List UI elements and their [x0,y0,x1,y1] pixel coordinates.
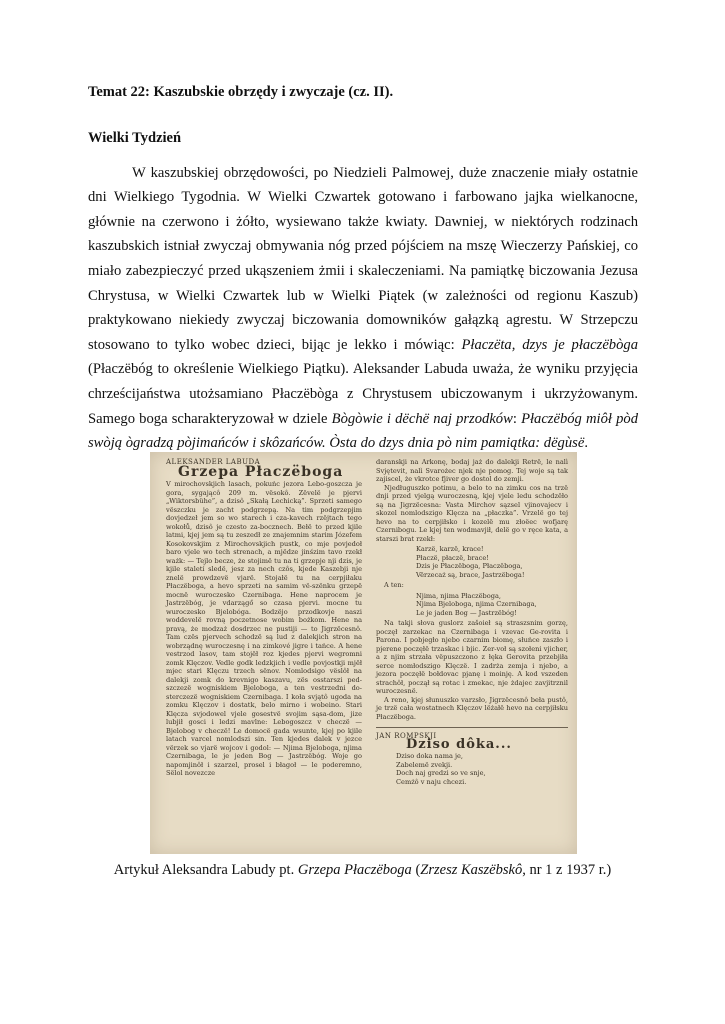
paragraph-text-2: (Płaczëbóg to określenie Wielkiego Piątku). Aleksander Labuda uważa, że wyniku przyjęcia chrześcijaństwa utożsamiano Płaczëbòga z Chrystusem ubiczowanym i ukrzyżowanym. Samego boga scharakteryzował w dziele [88,361,638,427]
paragraph-quote-1: Płaczëta, dzys je płaczëbòga [461,336,638,353]
figure-caption [0,862,725,879]
clipping-right-text-2: Njedługuszko potimu, a belo to na zimku cos na trzë dnji przed vjelgą wuroczesną, kjej vjele ledu schodzëło są na Jigrzëcesna: Vasta Mirchov sązsel vjinovajecv i skozel nomlodszigo Klęcza na „płaczka”. Vrzelë go tej hevo na to cerpjiłsko i kozelë mu złoëec wofjarę Czernibogu. Le kjej ten wodmavjił, delë go v ręce kata, a starszi brat rzekł: [376,483,568,543]
caption-suffix: , nr 1 z 1937 r.) [522,862,612,878]
clipping-right-column [376,458,568,788]
caption-article-title: Grzepa Płaczëboga [297,862,412,878]
clipping-title: Grzepa Płaczëboga [178,463,344,480]
caption-source: Zrzesz Kaszëbskô [420,862,523,878]
paragraph-text-4: . [584,435,588,452]
clipping-verse-2: Njima, njima Płaczëboga, Njima Bjeloboga, njima Czernibaga, Le je jaden Bog — Jastrzëbóg! [416,591,537,617]
section-title: Wielki Tydzień [88,130,182,146]
clipping-right-text-5: A reno, kjej słunuszko varzsło, Jigrzëcesnô beła pustô, je trzë cała wostatnech Klęczov lëżałë hevo na cerpjiłsku Płaczëboga. [376,695,568,721]
caption-prefix: Artykuł Aleksandra Labudy pt. [113,862,298,878]
document-heading: Temat 22: Kaszubskie obrzędy i zwyczaje (cz. II). [88,84,394,100]
clipping-right-text-1: daranskji na Arkonę, bodaj jaż do dalekji Retrë, le nalì Svjętevit, nalì Svarożec njek nje pomog. Tej woje są tak zajiscel, że vkrotce fjiver go dostol do zemji. [376,458,568,483]
clipping-author: ALEKSANDER LABUDA [166,458,261,466]
clipping-author-2: JAN ROMPSKJI [376,732,437,740]
body-paragraph [88,161,638,456]
caption-mid: ( [411,862,421,878]
clipping-left-text: V mirochovskjich lasach, pokuńc jezora Lebo-goszcza je gora, sygającô 209 m. vësokô. Zëvelë je pjervi „Wiktorsbühe”, a dzisô „Skałą Lechicką”. Sprzeti samego vëszczku je zacht podgrzepą. Na tim podgrzepjim dovjedzeł jem so wo starech i cza-kavech rzëjtach tego wokołů, dzisô je czesto za-bocznech. Bełë to przed kjile latmi, kjej jem są tu zeszedł ze znajemnim starim Józefem Kosokovskjim z Mirochovskjich pustk, co mje povjedoł baro vjele wo tech strenach, a mjëdze jinśzim tavo rzekł ważk: — Tejlo becze, że stojimë tu na ti grzepje nji dzis, je kjile staletí sledë, jesz za nech czôs, kjede Kaszebji nje znelë prowdzevë vjarë. Stojałë tu na cerpjiłaku Płaczëboga, a hevo sprzeti na samim vë-szënku grzepë mocnë wuroczesko Czernibaga. Hene naprocem je Jastrzëbóg, je vdarzągő so czasa pjervi. mocne tu wuroczesko Bjelobóga. Bodzëjo przodkovje naszi woddevelë rovną poczetnose wobim bożkom. Hene na pravą, że modzaż dosdrzec ne pustiji — to Jigrzëcesnô. Tam czës pjervech schodzë są lud z dalekjich stron na wobrządnę wuroczesnę i na zimkové jigre i tańce. A hene vestrzod lasov, tam stojëł roz kjedes pjervi wegromni zomk Klęczov. Vedle godk ledzkjich i vedle povjostkji mjëł mjec stari Klęczu trzech sënov. Nomlodsigo vëslôł na dalekji zomk do krevnigo kaszavu, zës osstarszi ped-szczezë wogniskiem Bjeloboga, a ten vestrzedni do-sterczezë wogniskiem Czernibaga. I koła svjątô ugoda na zomku Klęczov i dostatk, belo mirno i wobeino. Stari Klęcza svjodowel vjele gosestvë svojim sąsa-dom, jize lubjił gosci i ledzi mavlne: Lebogoszcz v checzë — Bjelobog v checzë! Le domocë gada wsunte, kjej po kjile latach varcel nomlodszi sin. Ten kjedes dalek v jezce vërzek so vjarë wojcov i godol: — Njima Bjeloboga, njima Czernibaga, le je jeden Bog — Jastrzëbóg. Woje go napomjinôł i szarzel, prosel i błagoł — le poderemno, Sëlol novezcze [166,480,362,777]
clipping-title-2: Dziso dôka... [406,736,512,752]
paragraph-text-3: : [512,410,522,427]
paragraph-book-title: Bògòwie i dëchë naj przodków [331,410,513,427]
clipping-left-column [166,458,362,778]
newspaper-clipping-image [150,452,577,854]
clipping-right-text-4: Na takji słova guslorz zašoieł są straszsnim gorzę, poczęł zarzekac na Czernibaga i vzevac Ge-rovita i Parona. I pobjegło njebo czarnim biomę, słuńce zaszło i pjerene poczęłë trzaskac i bjic. Zer-voł są szołeni vjicher, a z njim strzała vëpuszczono z łęka Gerovita przebjiła serce nomłodszigo Klęczë. I zadrża zemja i njebo, a jezora poczęłë bołdovac pjanę i moinję. A kod vszeden strachôł, począł są rotac i zmekac, nje żdajec zavjitrznil wuroczesnë. [376,619,568,695]
paragraph-text-1: W kaszubskiej obrzędowości, po Niedzieli Palmowej, duże znaczenie miały ostatnie dni Wielkiego Tygodnia. W Wielki Czwartek gotowano i farbowano jajka wielkanocne, głównie na czerwono i żółto, wysiewano także kwiaty. Dawniej, w niektórych rodzinach kaszubskich istniał zwyczaj obmywania nóg przed pójściem na mszę Wieczerzy Pańskiej, co miało zabezpieczyć przed ukąszeniem żmii i skaleczeniami. Na pamiątkę biczowania Jezusa Chrystusa, w Wielki Czwartek lub w Wielki Piątek (w zależności od regionu Kaszub) praktykowano niekiedy zwyczaj biczowania domowników gałązką agrestu. W Strzepczu stosowano to tylko wobec dzieci, bijąc je lekko i mówiąc: [88,164,638,353]
paragraph-quote-2: Płaczëbóg miôł pòd swòją ògradzą pòjimańców i skôzańców. Òsta do dzys dnia pò nim pamiątka: dëgùsë [88,410,639,452]
clipping-divider [376,727,568,728]
clipping-verse-1: Karzë, karzë, krace! Płaczë, płaczë, brace! Dzis je Płaczëboga, Płaczëboga, Vërzecaż są, brace, Jastrzëboga! [416,545,525,579]
clipping-right-text-3: A ten: [384,581,404,589]
clipping-verse-3: Dziso doka nama je, Zabelemë zvekji. Doch naj gredzi so ve snje, Cemżô v naju chcezi. [396,752,486,786]
